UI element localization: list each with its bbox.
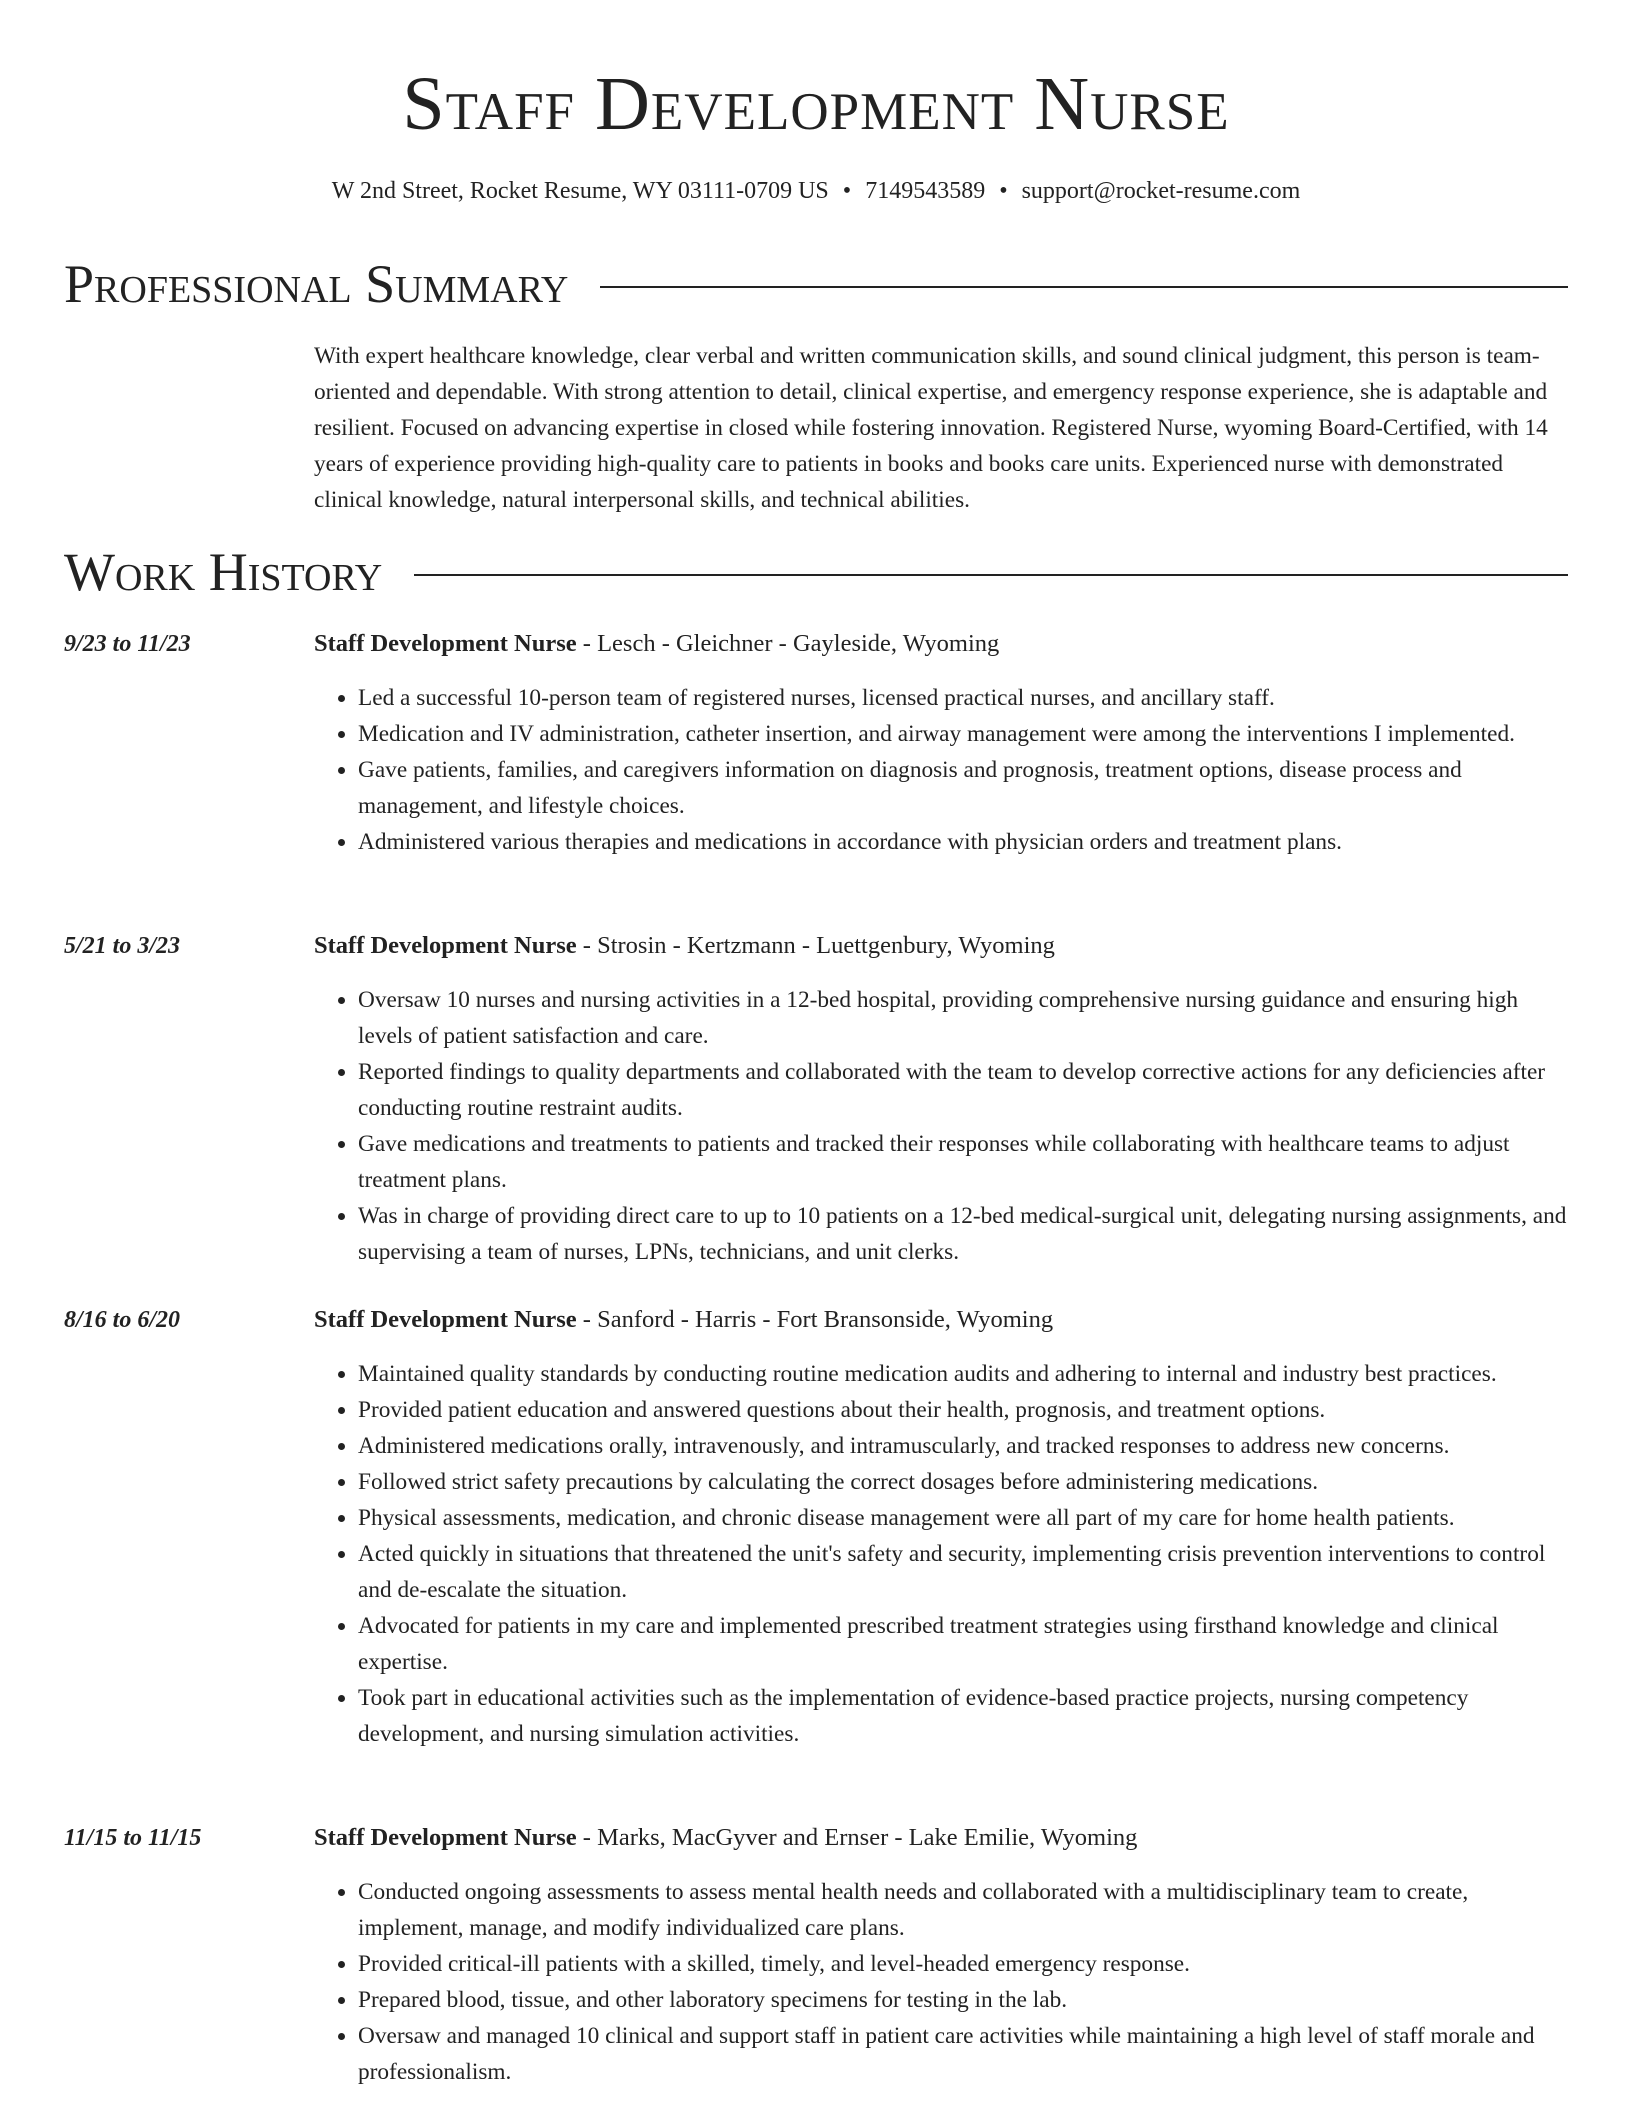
job-bullets	[314, 1874, 1570, 2090]
job-bullet: • Oversaw 10 nurses and nursing activities in a 12-bed hospital, providing comprehensive nursing guidance and ensuring high levels of patient satisfaction and care.	[358, 982, 1570, 1054]
job-bullet: • Acted quickly in situations that threatened the unit's safety and security, implementing crisis prevention interventions to control and de-escalate the situation.	[358, 1536, 1570, 1608]
job-heading	[314, 1820, 1137, 1856]
job-bullets	[314, 982, 1570, 1270]
job-dates: 11/15 to 11/15	[64, 1825, 202, 1851]
job-details: - Marks, MacGyver and Ernser - Lake Emilie, Wyoming	[576, 1824, 1138, 1851]
job-heading	[314, 1302, 1053, 1338]
job-bullet: • Oversaw and managed 10 clinical and support staff in patient care activities while maintaining a high level of staff morale and professionalism.	[358, 2018, 1570, 2090]
job-dates: 8/16 to 6/20	[64, 1307, 181, 1333]
contact-address: W 2nd Street, Rocket Resume, WY 03111-0709 US	[331, 178, 829, 204]
job-dates: 5/21 to 3/23	[64, 933, 181, 959]
section-title: Professional Summary	[64, 254, 569, 314]
section-title: Work History	[64, 542, 383, 602]
job-details: - Sanford - Harris - Fort Bransonside, Wyoming	[576, 1306, 1054, 1333]
job-role: Staff Development Nurse	[314, 1824, 577, 1851]
job-role: Staff Development Nurse	[314, 1306, 577, 1333]
job-bullet: • Followed strict safety precautions by calculating the correct dosages before administering medications.	[358, 1464, 1570, 1500]
job-bullet: • Was in charge of providing direct care to up to 10 patients on a 12-bed medical-surgical unit, delegating nursing assignments, and supervising a team of nurses, LPNs, technicians, and unit clerks.	[358, 1198, 1570, 1270]
job-bullet: • Gave patients, families, and caregivers information on diagnosis and prognosis, treatment options, disease process and management, and lifestyle choices.	[358, 752, 1570, 824]
job-bullet: • Medication and IV administration, catheter insertion, and airway management were among the interventions I implemented.	[358, 716, 1570, 752]
job-heading	[314, 928, 1055, 964]
contact-separator: •	[842, 178, 852, 204]
section-professional-summary	[64, 252, 1568, 316]
job-bullet: • Administered medications orally, intravenously, and intramuscularly, and tracked responses to address new concerns.	[358, 1428, 1570, 1464]
job-bullet: • Took part in educational activities such as the implementation of evidence-based practice projects, nursing competency development, and nursing simulation activities.	[358, 1680, 1570, 1752]
job-bullet: • Provided patient education and answered questions about their health, prognosis, and treatment options.	[358, 1392, 1570, 1428]
job-bullets	[314, 680, 1570, 860]
section-divider	[600, 286, 1568, 288]
contact-line	[0, 176, 1632, 206]
job-bullet: • Administered various therapies and medications in accordance with physician orders and treatment plans.	[358, 824, 1570, 860]
job-heading	[314, 626, 999, 662]
contact-email: support@rocket-resume.com	[1021, 178, 1301, 204]
section-divider	[414, 574, 1568, 576]
job-bullet: • Maintained quality standards by conducting routine medication audits and adhering to internal and industry best practices.	[358, 1356, 1570, 1392]
resume-name: Staff Development Nurse	[402, 62, 1230, 146]
job-role: Staff Development Nurse	[314, 932, 577, 959]
job-dates: 9/23 to 11/23	[64, 631, 191, 657]
job-bullet: • Conducted ongoing assessments to assess mental health needs and collaborated with a multidisciplinary team to create, implement, manage, and modify individualized care plans.	[358, 1874, 1570, 1946]
job-bullet: • Provided critical-ill patients with a skilled, timely, and level-headed emergency response.	[358, 1946, 1570, 1982]
job-bullet: • Gave medications and treatments to patients and tracked their responses while collaborating with healthcare teams to adjust treatment plans.	[358, 1126, 1570, 1198]
summary-text: With expert healthcare knowledge, clear verbal and written communication skills, and sound clinical judgment, this person is team-oriented and dependable. With strong attention to detail, clinical expertise, and emergency response experience, she is adaptable and resilient. Focused on advancing expertise in closed while fostering innovation. Registered Nurse, wyoming Board-Certified, with 14 years of experience providing high-quality care to patients in books and books care units. Experienced nurse with demonstrated clinical knowledge, natural interpersonal skills, and technical abilities.	[314, 343, 1548, 513]
contact-separator: •	[999, 178, 1008, 204]
job-bullet: • Physical assessments, medication, and chronic disease management were all part of my care for home health patients.	[358, 1500, 1570, 1536]
contact-phone: 7149543589	[865, 178, 986, 204]
job-details: - Strosin - Kertzmann - Luettgenbury, Wyoming	[576, 932, 1055, 959]
job-bullet: • Prepared blood, tissue, and other laboratory specimens for testing in the lab.	[358, 1982, 1570, 2018]
job-bullets	[314, 1356, 1570, 1752]
section-work-history	[64, 540, 1568, 604]
job-bullet: • Reported findings to quality departments and collaborated with the team to develop corrective actions for any deficiencies after conducting routine restraint audits.	[358, 1054, 1570, 1126]
job-role: Staff Development Nurse	[314, 630, 577, 657]
job-bullet: • Led a successful 10-person team of registered nurses, licensed practical nurses, and ancillary staff.	[358, 680, 1570, 716]
job-bullet: • Advocated for patients in my care and implemented prescribed treatment strategies using firsthand knowledge and clinical expertise.	[358, 1608, 1570, 1680]
job-details: - Lesch - Gleichner - Gayleside, Wyoming	[576, 630, 1000, 657]
